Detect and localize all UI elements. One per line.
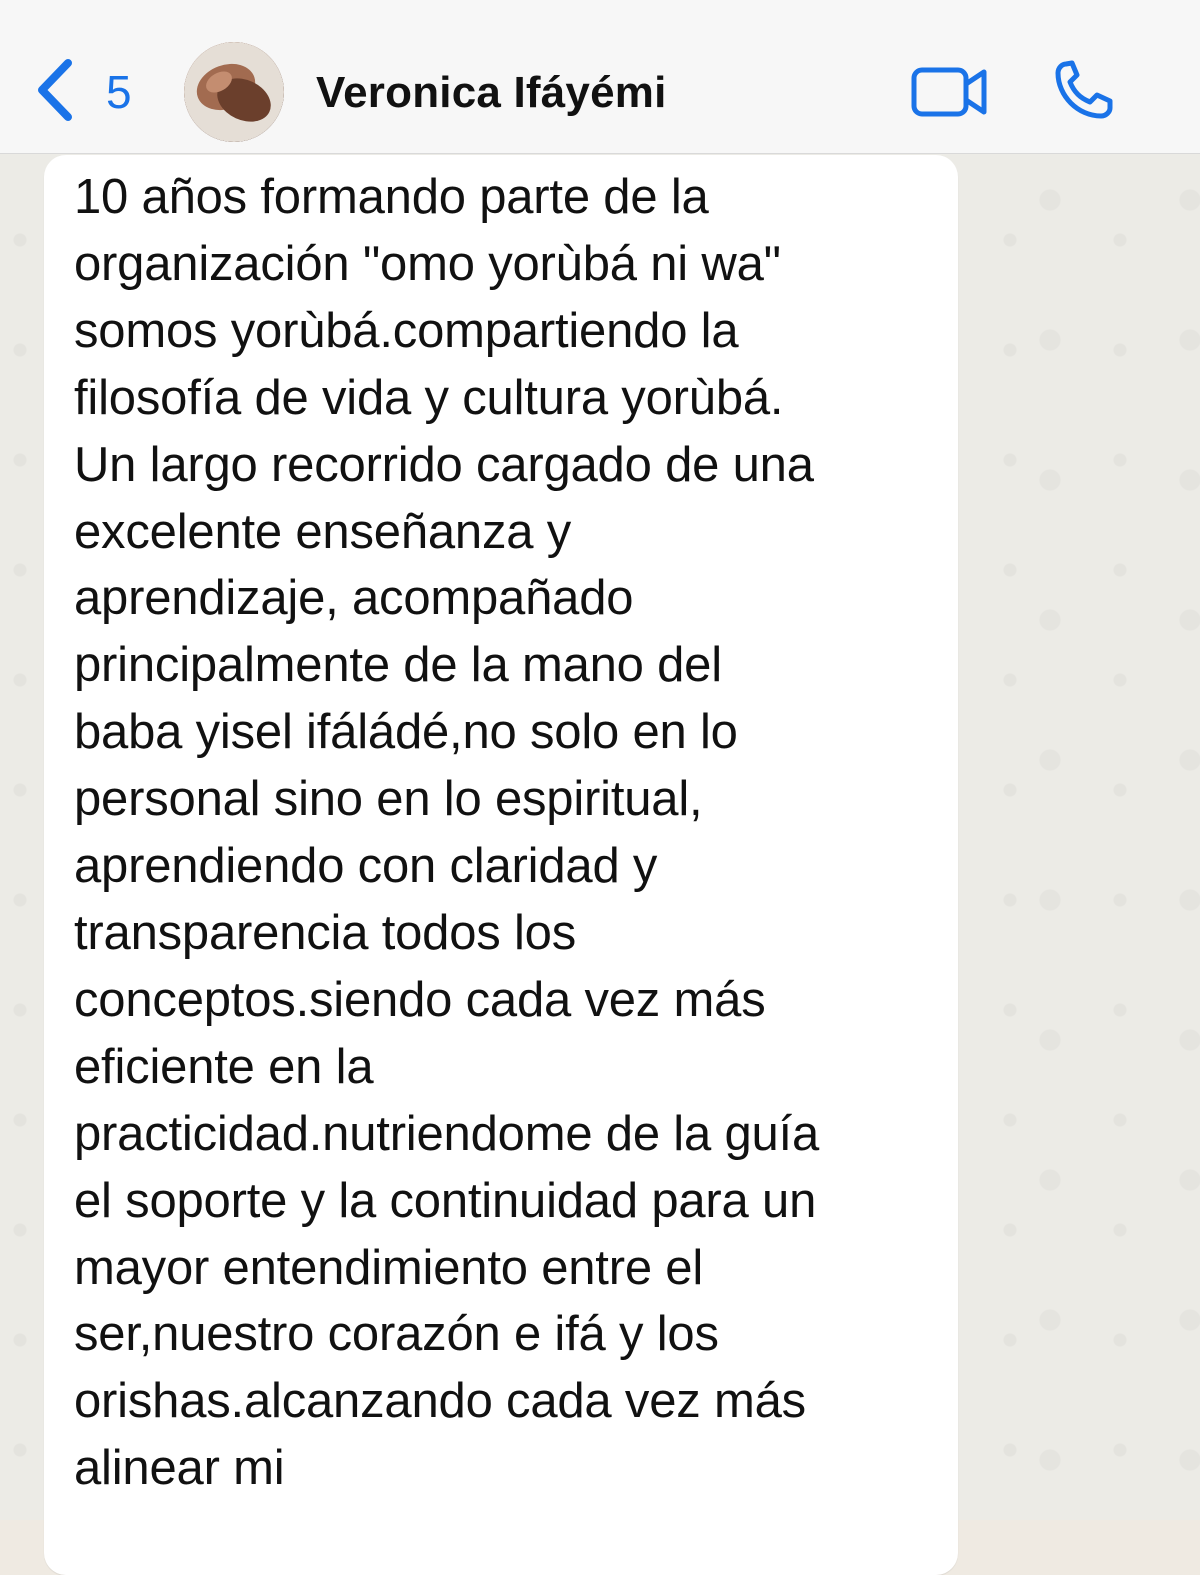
avatar[interactable] bbox=[184, 42, 284, 142]
contact-name[interactable]: Veronica Ifáyémi bbox=[316, 68, 667, 117]
chat-header bbox=[0, 0, 1200, 154]
chevron-left-icon bbox=[30, 55, 80, 125]
message-text: 10 años formando parte de la organización "omo yorùbá ni wa" somos yorùbá.compartiendo la filosofía de vida y cultura yorùbá. Un largo recorrido cargado de una excelente enseñanza y aprendizaje, acompañado principalmente de la mano del baba yisel ifáládé,no solo en lo personal sino en lo espiritual, aprendiendo con claridad y transparencia todos los conceptos.siendo cada vez más eficiente en la practicidad.nutriendome de la guía el soporte y la continuidad para un mayor entendimiento entre el ser,nuestro corazón e ifá y los orishas.alcanzando cada vez más alinear mi bbox=[74, 170, 820, 1496]
back-button[interactable] bbox=[30, 55, 80, 125]
video-camera-icon bbox=[910, 107, 990, 124]
voice-call-button[interactable] bbox=[1052, 58, 1114, 127]
video-call-button[interactable] bbox=[910, 64, 990, 125]
unread-count[interactable]: 5 bbox=[106, 66, 132, 118]
phone-icon bbox=[1052, 109, 1114, 126]
